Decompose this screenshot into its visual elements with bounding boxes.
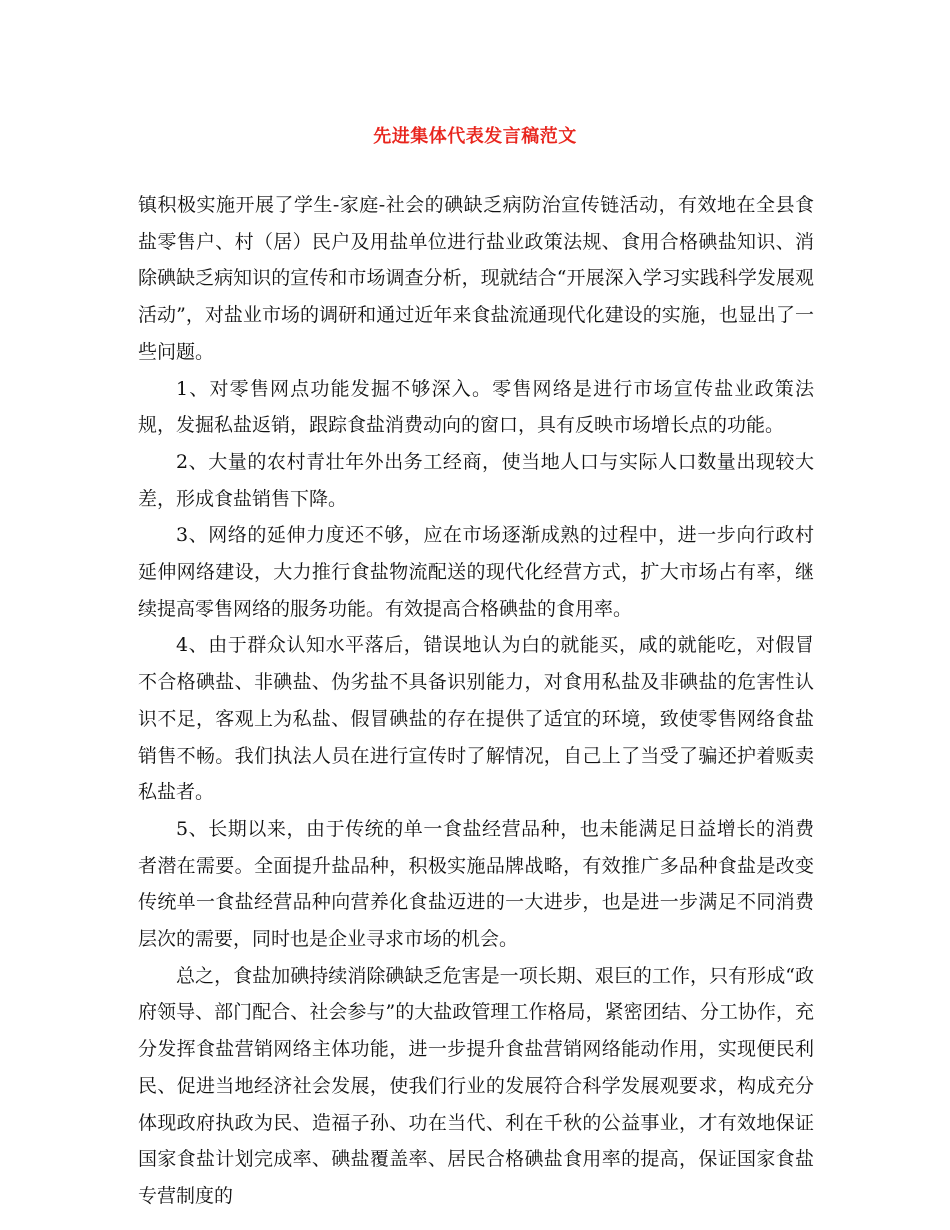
paragraph-item-5: 5、长期以来，由于传统的单一食盐经营品种，也未能满足日益增长的消费者潜在需要。全面提升盐品种，积极实施品牌战略，有效推广多品种食盐是改变传统单一食盐经营品种向营养化食盐迈进的一大进步，也是进一步满足不同消费层次的需要，同时也是企业寻求市场的机会。 xyxy=(138,817,814,951)
document-title: 先进集体代表发言稿范文 xyxy=(373,126,577,147)
paragraph-item-4: 4、由于群众认知水平落后，错误地认为白的就能买，咸的就能吃，对假冒不合格碘盐、非碘盐、伪劣盐不具备识别能力，对食用私盐及非碘盐的危害性认识不足，客观上为私盐、假冒碘盐的存在提供了适宜的环境，致使零售网络食盐销售不畅。我们执法人员在进行宣传时了解情况，自己上了当受了骗还护着贩卖私盐者。 xyxy=(138,634,814,804)
paragraph-intro: 镇积极实施开展了学生-家庭-社会的碘缺乏病防治宣传链活动，有效地在全县食盐零售户、村（居）民户及用盐单位进行盐业政策法规、食用合格碘盐知识、消除碘缺乏病知识的宣传和市场调查分析，现就结合“开展深入学习实践科学发展观活动”，对盐业市场的调研和通过近年来食盐流通现代化建设的实施，也显出了一些问题。 xyxy=(138,194,814,363)
paragraph-conclusion: 总之，食盐加碘持续消除碘缺乏危害是一项长期、艰巨的工作，只有形成“政府领导、部门配合、社会参与”的大盐政管理工作格局，紧密团结、分工协作，充分发挥食盐营销网络主体功能，进一步提升食盐营销网络能动作用，实现便民利民、促进当地经济社会发展，使我们行业的发展符合科学发展观要求，构成充分体现政府执政为民、造福子孙、功在当代、利在千秋的公益事业，才有效地保证国家食盐计划完成率、碘盐覆盖率、居民合格碘盐食用率的提高，保证国家食盐专营制度的 xyxy=(138,964,814,1207)
paragraph-item-1: 1、对零售网点功能发掘不够深入。零售网络是进行市场宣传盐业政策法规，发掘私盐返销，跟踪食盐消费动向的窗口，具有反映市场增长点的功能。 xyxy=(138,377,814,437)
document-body xyxy=(138,187,814,1215)
paragraph-item-2: 2、大量的农村青壮年外出务工经商，使当地人口与实际人口数量出现较大差，形成食盐销售下降。 xyxy=(138,450,814,510)
paragraph-item-3: 3、网络的延伸力度还不够，应在市场逐渐成熟的过程中，进一步向行政村延伸网络建设，大力推行食盐物流配送的现代化经营方式，扩大市场占有率，继续提高零售网络的服务功能。有效提高合格碘盐的食用率。 xyxy=(138,524,814,620)
